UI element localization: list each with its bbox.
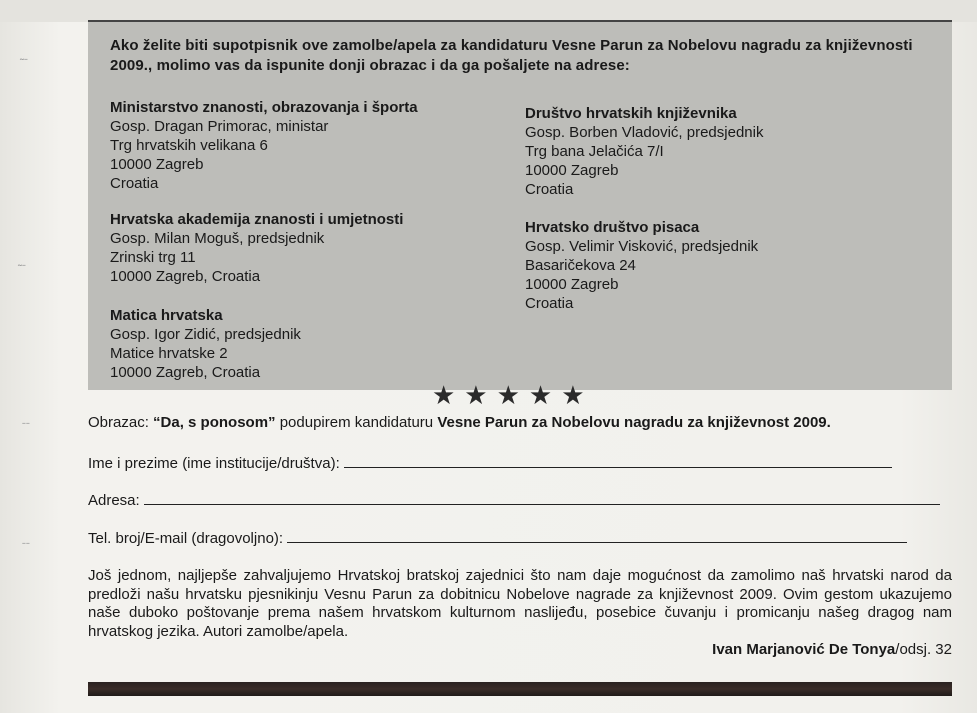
name-field[interactable] <box>344 453 892 468</box>
address-line: 10000 Zagreb <box>525 162 619 179</box>
address-field[interactable] <box>144 490 940 505</box>
address-line: Gosp. Dragan Primorac, ministar <box>110 118 329 135</box>
address-line: Croatia <box>525 295 574 312</box>
margin-smudge: ˜ˉ <box>18 262 26 276</box>
address-academy <box>110 210 403 286</box>
address-name: Ministarstvo znanosti, obrazovanja i športa <box>110 99 418 116</box>
address-field-row <box>88 490 940 510</box>
name-field-label: Ime i prezime (ime institucije/društva): <box>88 455 340 472</box>
bottom-rule <box>88 682 952 696</box>
intro-text: Ako želite biti supotpisnik ove zamolbe/apela za kandidaturu Vesne Parun za Nobelovu nagradu za književnosti 2009., molimo vas da ispunite donji obrazac i da ga pošaljete na adrese: <box>110 37 913 74</box>
address-line: Gosp. Borben Vladović, predsjednik <box>525 124 764 141</box>
address-line: Croatia <box>110 175 159 192</box>
signature <box>712 641 952 658</box>
form-title <box>88 414 831 432</box>
address-line: Gosp. Igor Zidić, predsjednik <box>110 326 301 343</box>
address-line: Trg hrvatskih velikana 6 <box>110 137 268 154</box>
margin-smudge: ˜ˉ <box>20 56 28 70</box>
address-line: Gosp. Milan Moguš, predsjednik <box>110 230 325 247</box>
address-line: 10000 Zagreb, Croatia <box>110 268 261 285</box>
address-writers-association <box>525 218 758 313</box>
address-name: Društvo hrvatskih književnika <box>525 105 737 122</box>
address-ministry <box>110 98 418 193</box>
address-line: 10000 Zagreb, Croatia <box>110 364 261 381</box>
address-line: 10000 Zagreb <box>525 276 619 293</box>
form-candidate: Vesne Parun za Nobelovu nagradu za književnost 2009. <box>437 414 831 431</box>
contact-field[interactable] <box>287 528 907 543</box>
address-line: 10000 Zagreb <box>110 156 204 173</box>
address-name: Hrvatsko društvo pisaca <box>525 219 700 236</box>
top-strip <box>0 0 977 22</box>
contact-field-row <box>88 528 907 548</box>
signature-author: Ivan Marjanović De Tonya <box>712 641 896 658</box>
signature-suffix: /odsj. 32 <box>895 641 952 658</box>
form-middle: podupirem kandidaturu <box>275 414 438 431</box>
closing-paragraph: Još jednom, najljepše zahvaljujemo Hrvatskoj bratskoj zajednici što nam daje mogućnost da zamolimo naš hrvatski narod da predloži našu hrvatsku pjesnikinju Vesnu Parun za dobitnicu Nobelove nagrade za književnost 2009. Ovim gestom ukazujemo naše duboko poštovanje prema našem hrvatskom kulturnom naslijeđu, posebice čuvanju i promicanju našeg dragog nam hrvatskog jezika. Autori zamolbe/apela. <box>88 567 952 640</box>
address-name: Hrvatska akademija znanosti i umjetnosti <box>110 211 404 228</box>
contact-field-label: Tel. broj/E-mail (dragovoljno): <box>88 530 284 547</box>
address-name: Matica hrvatska <box>110 307 223 324</box>
address-matica <box>110 306 301 382</box>
form-quote: “Da, s ponosom” <box>153 414 276 431</box>
address-line: Matice hrvatske 2 <box>110 345 228 362</box>
address-line: Gosp. Velimir Visković, predsjednik <box>525 238 759 255</box>
star-divider-icon: ★★★★★ <box>432 380 594 410</box>
form-prefix: Obrazac: <box>88 414 154 431</box>
address-line: Zrinski trg 11 <box>110 249 196 266</box>
name-field-row <box>88 453 892 473</box>
address-line: Basaričekova 24 <box>525 257 636 274</box>
margin-smudge: ˉˉ <box>22 420 30 434</box>
address-line: Croatia <box>525 181 574 198</box>
address-writers-society <box>525 104 763 199</box>
address-field-label: Adresa: <box>88 492 140 509</box>
margin-smudge: ˉˉ <box>22 540 30 554</box>
address-line: Trg bana Jelačića 7/I <box>525 143 664 160</box>
